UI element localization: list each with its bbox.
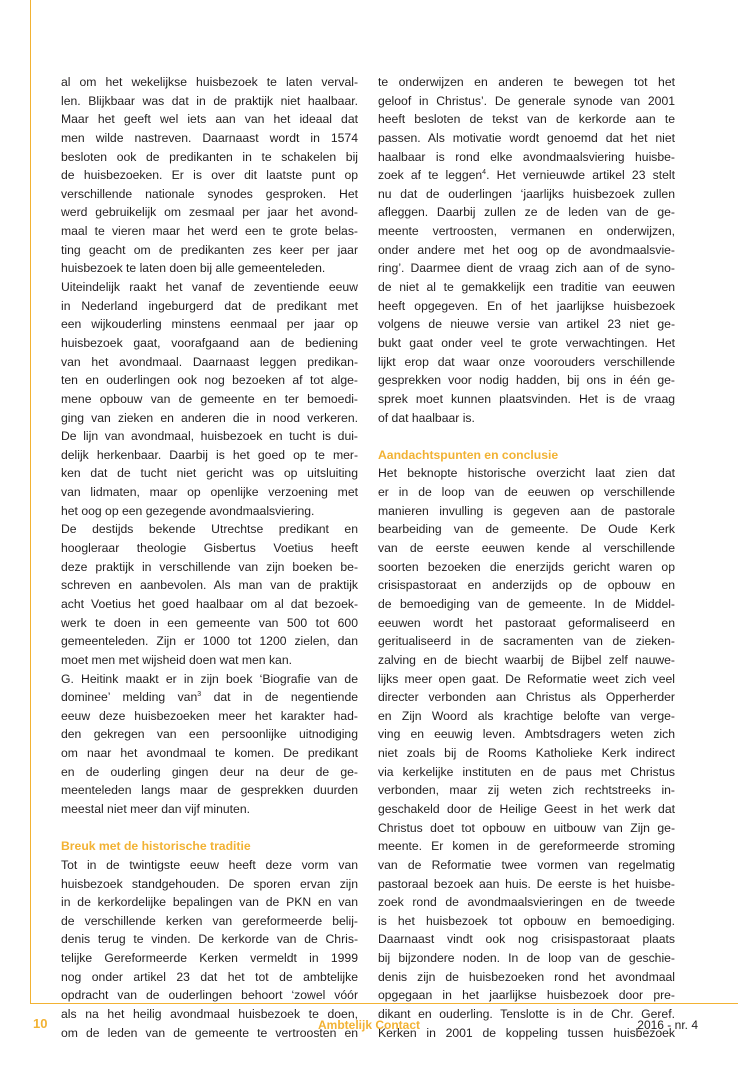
margin-rule-vertical (30, 0, 31, 1003)
text-line: meente vertroosten, vermanen en onderwijzen, (378, 224, 675, 239)
paragraph (61, 856, 358, 1042)
text-line: ring’. Daarmee dient de vraag zich aan of de syno- (378, 261, 675, 276)
text-line: in Nederland ingeburgerd dat de predikant met (61, 298, 358, 313)
text-line: delijk herkenbaar. Daarbij is het goed op te mer- (61, 447, 358, 462)
text-line: meestal niet meer dan vijf minuten. (61, 801, 250, 816)
text-line: len. Blijkbaar was dat in de praktijk niet haalbaar. (61, 93, 358, 108)
footnote-marker: 3 (197, 691, 202, 699)
text-line: verschillende nationale synodes gesproken. Het (61, 186, 358, 201)
text-line: lijkt erop dat waar onze voorouders verschillende (378, 354, 675, 369)
text-line: ting geacht om de predikanten zes keer per jaar (61, 242, 358, 257)
paragraph (378, 464, 675, 1042)
text-line: telijke Gereformeerde Kerken vermeldt in 1999 (61, 951, 358, 966)
text-line: en Zijn Woord als krachtige belofte van verge- (378, 708, 675, 723)
text-line: Uiteindelijk raakt het vanaf de zeventiende eeuw (61, 280, 358, 295)
text-line: nu dat de ouderlingen ‘jaarlijks huisbezoek zullen (378, 186, 675, 201)
text-line: ging van zieken en anderen die in nood verkeren. (61, 410, 358, 425)
paragraph-continuation (61, 707, 358, 819)
text-line: in de kerkordelijke bepalingen van de PKN en van (61, 895, 358, 910)
text-line: van het avondmaal. Daarnaast leggen predikan- (61, 354, 358, 369)
text-line: manieren invulling is gegeven aan de pastorale (378, 503, 675, 518)
text-line: G. Heitink maakt er in zijn boek ‘Biografie van de (61, 671, 358, 686)
text-line: passen. Als motivatie wordt genoemd dat het niet (378, 130, 675, 145)
text-line: werd gebruikelijk om zesmaal per jaar het avond- (61, 205, 358, 220)
text-line: denis zijn de huisbezoeken rond het avondmaal (378, 969, 675, 984)
text-line: eeuw deze huisbezoeken meer het karakter had- (61, 708, 358, 723)
text-line (61, 688, 358, 707)
text-fragment: dominee’ melding van (61, 690, 198, 705)
text-line: volgens de nieuwe versie van artikel 23 niet ge- (378, 317, 675, 332)
footnote-marker: 4 (482, 169, 487, 177)
text-line: maal te vieren maar het werd een te grote belas- (61, 224, 358, 239)
text-line: directer verbonden aan Christus als Opperherder (378, 690, 675, 705)
text-line: den gekregen van een persoonlijke uitnodiging (61, 727, 358, 742)
issue-label: 2016 - nr. 4 (637, 1018, 698, 1032)
text-line: De destijds bekende Utrechtse predikant en (61, 522, 358, 537)
text-line: de bemoediging van de gemeente. In de Middel- (378, 596, 675, 611)
paragraph (378, 73, 675, 427)
text-fragment: zoek af te leggen (378, 168, 483, 183)
text-line: meenteleden langs maar de gesprekken duurden (61, 783, 358, 798)
text-line: de huisbezoeken. Er is over dit laatste punt op (61, 168, 358, 183)
text-line: huisbezoek standgehouden. De sporen ervan zijn (61, 876, 358, 891)
section-heading: Aandachtspunten en conclusie (378, 447, 559, 462)
text-line: sprek moet kunnen plaatsvinden. Het is de vraag (378, 391, 675, 406)
text-line: Kerken in 2001 de koppeling tussen huisbezoek (378, 1025, 675, 1040)
text-line: moet men met wijsheid doen wat men kan. (61, 652, 292, 667)
text-line: pastoraal bezoek aan huis. De eerste is het huisbe- (378, 876, 675, 891)
text-line: bij bijzondere noden. In de loop van de geschie- (378, 951, 675, 966)
text-line: opgegaan in het jaarlijkse huisbezoek door pre- (378, 988, 675, 1003)
text-line: acht Voetius het goed haalbaar om al dat bezoek- (61, 596, 358, 611)
text-line: er in de loop van de eeuwen op verschillende (378, 485, 675, 500)
text-line: besloten ook de predikanten in te schakelen bij (61, 149, 358, 164)
text-line: ving en eeuwig leven. Ambtsdragers weten zich (378, 727, 675, 742)
text-line: haalbaar is rond elke avondmaalsviering huisbe- (378, 149, 675, 164)
text-line: het oog op een gezegende avondmaalsviering. (61, 503, 315, 518)
text-line: al om het wekelijkse huisbezoek te laten verval- (61, 75, 358, 89)
text-line: als na het heilig avondmaal huisbezoek te doen, (61, 1007, 358, 1022)
text-line: gemeenteleden. Zijn er 1000 tot 1200 zielen, dan (61, 634, 358, 649)
text-line (378, 166, 675, 185)
text-line: denis terug te vinden. De kerkorde van de Chris- (61, 932, 358, 947)
text-line: lijks meer open gaat. De Reformatie weet zich veel (378, 671, 675, 686)
text-line: gesprekken voor nodig hadden, bij ons in één ge- (378, 373, 675, 388)
text-line: Daarnaast vindt ook nog crisispastoraat plaats (378, 932, 675, 947)
paragraph (61, 520, 358, 669)
text-fragment: . Het vernieuwde artikel 23 stelt (486, 168, 675, 183)
text-line: huisbezoek gaat, voorafgaand aan de bediening (61, 335, 358, 350)
text-line: om naar het avondmaal te komen. De predikant (61, 746, 358, 761)
text-line: niet zoals bij de Rooms Katholieke Kerk indirect (378, 746, 675, 761)
text-line: onder andere met het oog op de avondmaalsvie- (378, 242, 675, 257)
text-line: verbonden, maar zij weten zich rechtstreeks in- (378, 783, 675, 798)
text-line: De lijn van avondmaal, huisbezoek en tucht is dui- (61, 429, 358, 444)
text-line: hoogleraar theologie Gisbertus Voetius heeft (61, 541, 358, 556)
paragraph-part (378, 73, 675, 166)
text-line: bukt gaat onder veel te grote verwachtingen. Het (378, 335, 675, 350)
paragraph-part (378, 185, 675, 427)
text-line: zoek rond de avondmaalsvieringen en de tweede (378, 895, 675, 910)
paragraph (61, 278, 358, 520)
text-line: of dat haalbaar is. (378, 410, 475, 425)
text-line: schreven en aanbevolen. Als man van de praktijk (61, 578, 358, 593)
text-line: ken dat de tucht niet gericht was op uitsluiting (61, 466, 358, 481)
text-line: zalving en de biecht waarbij de Bijbel zelf nauwe- (378, 652, 675, 667)
magazine-title: Ambtelijk Contact (317, 1018, 420, 1032)
text-line: dikant en ouderling. Tenslotte is in de Chr. Geref. (378, 1007, 675, 1022)
paragraph (61, 670, 358, 819)
text-line: eeuwen wordt het pastoraat geformaliseerd en (378, 615, 675, 630)
section-heading: Breuk met de historische traditie (61, 839, 251, 854)
spacer (61, 819, 358, 838)
right-column (378, 73, 675, 1042)
text-line: soorten bezoeken die enerzijds gericht waren op (378, 559, 675, 574)
text-line: ten en ouderlingen ook nog bezoeken af tot alge- (61, 373, 358, 388)
text-line: de niet al te gemakkelijk een traditie van eeuwen (378, 280, 675, 295)
text-line: heeft opgegeven. En of het jaarlijkse huisbezoek (378, 298, 675, 313)
text-line: en de ouderling gingen deur na deur de ge- (61, 764, 358, 779)
text-line: een wijkouderling minstens eenmaal per jaar op (61, 317, 358, 332)
text-line: geloof in Christus’. De generale synode van 2001 (378, 93, 675, 108)
text-line: om de leden van de gemeente te vertroosten en (61, 1025, 358, 1040)
text-line: Maar het geeft wel iets aan van het ideaal dat (61, 112, 358, 127)
text-line: Christus doet tot opbouw en uitbouw van Zijn ge- (378, 820, 675, 835)
text-line: geritualiseerd in de sacramenten van de zieken- (378, 634, 675, 649)
text-line: afleggen. Daarbij zullen ze de leden van de ge- (378, 205, 675, 220)
text-line: Het beknopte historische overzicht laat zien dat (378, 466, 675, 481)
text-line: werk te doen in een gemeente van 500 tot 600 (61, 615, 358, 630)
page-number: 10 (33, 1016, 48, 1031)
spacer (378, 427, 675, 446)
text-line: bearbeiding van de gemeente. De Oude Kerk (378, 522, 675, 537)
text-line: heeft besloten de tekst van de kerkorde aan te (378, 112, 675, 127)
text-line: mene opbouw van de gemeente en ter bemoedi- (61, 391, 358, 406)
text-line: de verschillende kerken van gereformeerde belij- (61, 913, 358, 928)
text-fragment: dat in de negentiende (201, 690, 358, 705)
text-line: van lidmaten, maar op openlijke verzoening met (61, 485, 358, 500)
text-line: crisispastoraat en anderzijds op de opbouw en (378, 578, 675, 593)
left-column (61, 73, 358, 1042)
text-line: nog onder artikel 23 dat het tot de ambtelijke (61, 969, 358, 984)
text-line: Tot in de twintigste eeuw heeft deze vorm van (61, 857, 358, 872)
text-line: te onderwijzen en anderen te bewegen tot het (378, 75, 675, 89)
text-line: men wilde nastreven. Daarnaast wordt in 1574 (61, 130, 358, 145)
text-line: is het huisbezoek tot opbouw en bemoediging. (378, 913, 675, 928)
text-line: van de eerste eeuwen kende al verschillende (378, 541, 675, 556)
text-line: deze praktijk in verschillende van zijn boeken be- (61, 559, 358, 574)
text-line: geschakeld door de Heilige Geest in het werk dat (378, 801, 675, 816)
paragraph (61, 73, 358, 278)
text-line: huisbezoek te laten doen bij alle gemeenteleden. (61, 261, 326, 276)
text-line: van de Reformatie twee vormen van regelmatig (378, 857, 675, 872)
text-line: opdracht van de ouderlingen behoort ‘zowel vóór (61, 988, 358, 1003)
text-line: meente. Er komen in de gereformeerde stroming (378, 839, 675, 854)
text-line: via kerkelijke instituten en de paus met Christus (378, 764, 675, 779)
